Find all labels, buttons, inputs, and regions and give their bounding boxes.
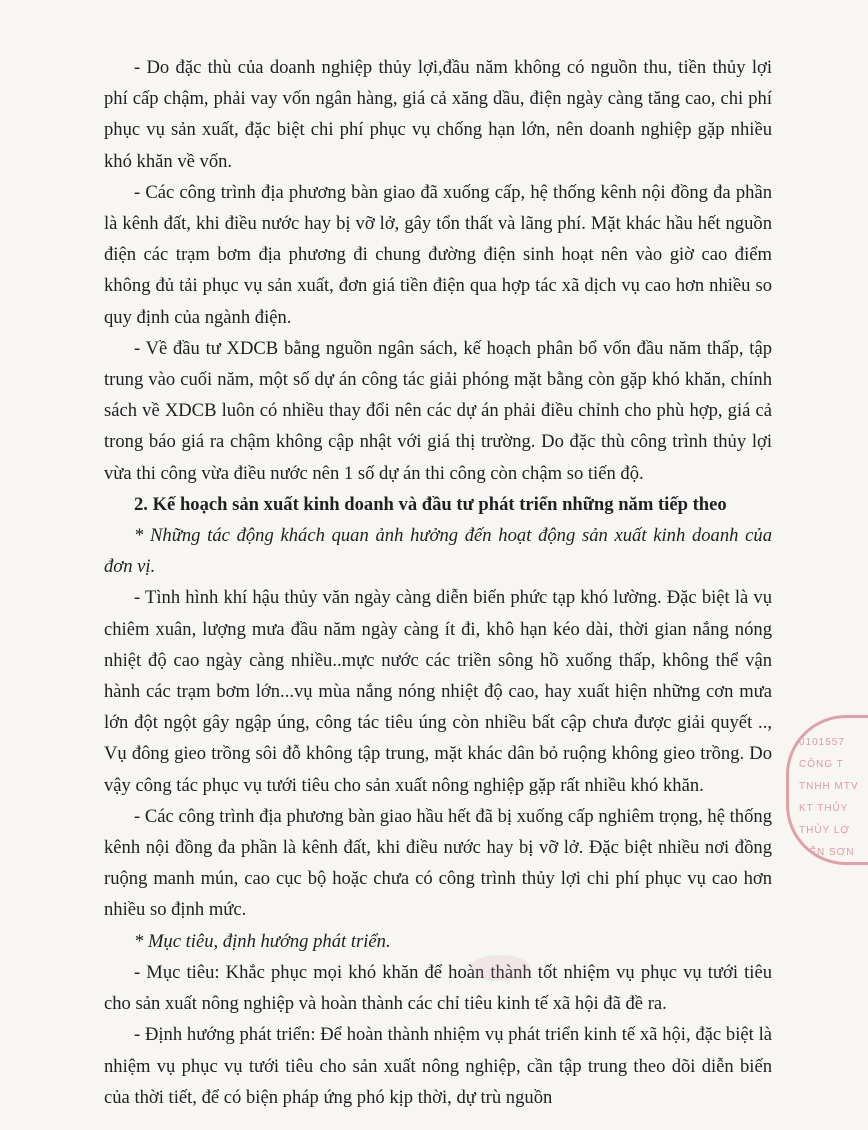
stamp-line: 0101557 [799,737,845,748]
subheading-objective-impacts: * Những tác động khách quan ảnh hưởng đến hoạt động sản xuất kinh doanh của đơn vị. [104,525,772,578]
stamp-line: KT THỦY [799,803,849,814]
paragraph-direction: - Định hướng phát triển: Để hoàn thành nhiệm vụ phát triển kinh tế xã hội, đặc biệt là nhiệm vụ phục vụ tưới tiêu cho sản xuất nông nghiệp, cần tập trung theo dõi diễn biến của thời tiết, để có biện pháp ứng phó kịp thời, dự trù nguồn [104,1024,772,1108]
section-heading: 2. Kế hoạch sản xuất kinh doanh và đầu tư phát triển những năm tiếp theo [134,493,727,515]
subheading-goals: * Mục tiêu, định hướng phát triển. [134,930,391,952]
stamp-line: LIỄN SƠN [799,847,855,858]
ink-smudge [470,955,530,981]
paragraph-funding-difficulty: - Do đặc thù của doanh nghiệp thủy lợi,đầu năm không có nguồn thu, tiền thủy lợi phí cấp chậm, phải vay vốn ngân hàng, giá cả xăng dầu, điện ngày càng tăng cao, chi phí phục vụ sản xuất, đặc biệt chi phí phục vụ chống hạn lớn, nên doanh nghiệp gặp nhiều khó khăn về vốn. [104,57,772,172]
paragraph-infrastructure-degradation: - Các công trình địa phương bàn giao đã xuống cấp, hệ thống kênh nội đồng đa phần là kênh đất, khi điều nước hay bị vỡ lở, gây tổn thất và lãng phí. Mặt khác hầu hết nguồn điện các trạm bơm địa phương đi chung đường điện sinh hoạt nên vào giờ cao điểm không đủ tải phục vụ sản xuất, đơn giá tiền điện qua hợp tác xã dịch vụ cao hơn nhiều so quy định của ngành điện. [104,181,772,328]
stamp-line: CÔNG T [799,759,844,770]
document-page [104,52,772,1113]
paragraph-goal: - Mục tiêu: Khắc phục mọi khó khăn để hoàn thành tốt nhiệm vụ phục vụ tưới tiêu cho sản xuất nông nghiệp và hoàn thành các chỉ tiêu kinh tế xã hội đã đề ra. [104,961,772,1015]
paragraph-climate: - Tình hình khí hậu thủy văn ngày càng diễn biến phức tạp khó lường. Đặc biệt là vụ chiêm xuân, lượng mưa đầu năm ngày càng ít đi, khô hạn kéo dài, thời gian nắng nóng nhiệt độ cao ngày càng nhiều..mực nước các triền sông hồ xuống thấp, không thể vận hành các trạm bơm lớn...vụ mùa nắng nóng nhiệt độ cao, hay xuất hiện những cơn mưa lớn đột ngột gây ngập úng, công tác tiêu úng còn nhiều bất cập chưa được giải quyết .., Vụ đông gieo trồng sôi đỗ không tập trung, mặt khác dân bỏ ruộng không gieo trồng. Do vậy công tác phục vụ tưới tiêu cho sản xuất nông nghiệp gặp rất nhiều khó khăn. [104,587,772,796]
paragraph-local-works: - Các công trình địa phương bàn giao hầu hết đã bị xuống cấp nghiêm trọng, hệ thống kênh nội đồng đa phần là kênh đất, khi điều nước hay bị vỡ lở. Đặc biệt nhiều nơi đồng ruộng manh mún, cao cục bộ hoặc chưa có công trình thủy lợi chi phí phục vụ cao hơn nhiều so định mức. [104,805,772,921]
stamp-line: TNHH MTV [799,781,859,792]
company-seal-stamp [786,715,868,865]
stamp-line: THỦY LỢ [799,825,850,836]
paragraph-capital-investment: - Về đầu tư XDCB bằng nguồn ngân sách, kế hoạch phân bổ vốn đầu năm thấp, tập trung vào cuối năm, một số dự án công tác giải phóng mặt bằng còn gặp khó khăn, chính sách về XDCB luôn có nhiều thay đổi nên các dự án phải điều chỉnh cho phù hợp, giá cả trong báo giá ra chậm không cập nhật với giá thị trường. Do đặc thù công trình thủy lợi vừa thi công vừa điều nước nên 1 số dự án thi công còn chậm so tiến độ. [104,337,772,484]
